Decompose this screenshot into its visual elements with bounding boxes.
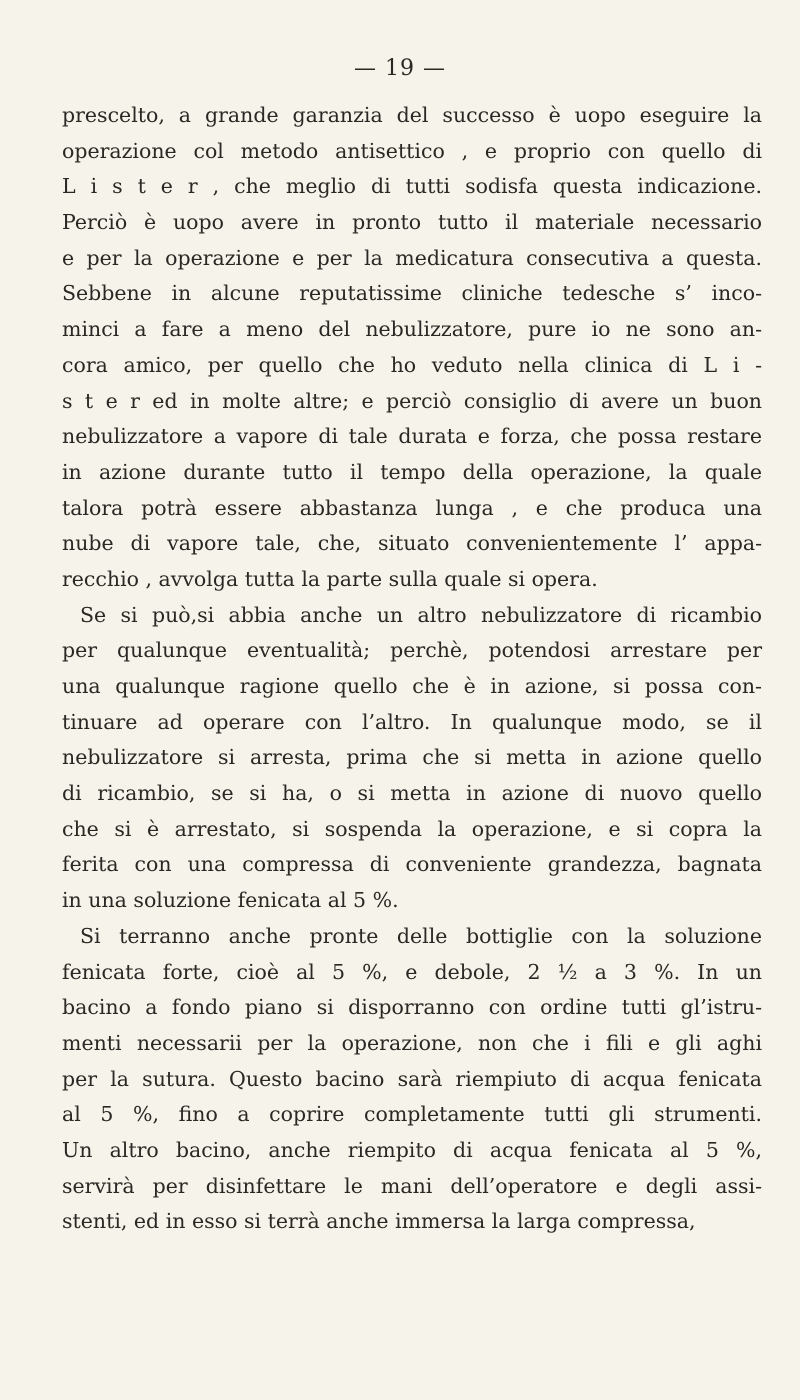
text-line-16: per qualunque eventualità; perchè, potendosi arrestare per	[62, 638, 762, 663]
text-line-22: ferita con una compressa di conveniente grandezza, bagnata	[62, 852, 762, 877]
text-line-6: Sebbene in alcune reputatissime cliniche tedesche s’ inco-	[62, 281, 762, 306]
text-line-17: una qualunque ragione quello che è in azione, si possa con-	[62, 674, 762, 698]
text-line-19: nebulizzatore si arresta, prima che si metta in azione quello	[62, 745, 762, 770]
text-line-18: tinuare ad operare con l’altro. In qualunque modo, se il	[62, 709, 762, 734]
text-line-8: cora amico, per quello che ho veduto nella clinica di L i -	[62, 352, 762, 377]
text-line-32: stenti, ed in esso si terrà anche immersa la larga compressa,	[62, 1209, 696, 1234]
text-line-21: che si è arrestato, si sospenda la operazione, e si copra la	[62, 816, 762, 841]
text-line-23: in una soluzione fenicata al 5 %.	[62, 888, 399, 913]
text-line-20: di ricambio, se si ha, o si metta in azione di nuovo quello	[62, 781, 762, 806]
body-text	[62, 98, 762, 1240]
text-line-30: Un altro bacino, anche riempito di acqua fenicata al 5 %,	[62, 1137, 762, 1162]
text-line-10: nebulizzatore a vapore di tale durata e forza, che possa restare	[62, 424, 762, 449]
text-line-29: al 5 %, fino a coprire completamente tutti gli strumenti.	[62, 1102, 762, 1127]
text-line-9: s t e r ed in molte altre; e perciò consiglio di avere un buon	[62, 388, 762, 413]
page-number: — 19 —	[354, 56, 446, 81]
text-line-7: minci a fare a meno del nebulizzatore, pure io ne sono an-	[62, 317, 762, 342]
text-line-11: in azione durante tutto il tempo della operazione, la quale	[62, 459, 762, 484]
text-line-28: per la sutura. Questo bacino sarà riempiuto di acqua fenicata	[62, 1066, 762, 1091]
text-line-25: fenicata forte, cioè al 5 %, e debole, 2 ½ a 3 %. In un	[62, 959, 762, 984]
text-line-2: operazione col metodo antisettico , e proprio con quello di	[62, 138, 762, 163]
text-line-27: menti necessarii per la operazione, non che i fili e gli aghi	[62, 1030, 762, 1055]
text-line-12: talora potrà essere abbastanza lunga , e che produca una	[62, 495, 762, 520]
text-line-26: bacino a fondo piano si disporranno con ordine tutti gl’istru-	[62, 995, 762, 1020]
text-line-5: e per la operazione e per la medicatura consecutiva a questa.	[62, 245, 762, 270]
text-line-4: Perciò è uopo avere in pronto tutto il materiale necessario	[62, 210, 762, 235]
text-line-31: servirà per disinfettare le mani dell’operatore e degli assi-	[62, 1173, 762, 1198]
text-line-24: Si terranno anche pronte delle bottiglie con la soluzione	[80, 923, 762, 948]
text-line-1: prescelto, a grande garanzia del successo è uopo eseguire la	[62, 103, 762, 127]
text-line-13: nube di vapore tale, che, situato convenientemente l’ appa-	[62, 531, 762, 556]
text-line-3: L i s t e r , che meglio di tutti sodisfa questa indicazione.	[62, 174, 762, 199]
text-line-14: recchio , avvolga tutta la parte sulla quale si opera.	[62, 566, 598, 591]
text-line-15: Se si può,si abbia anche un altro nebulizzatore di ricambio	[80, 602, 762, 627]
